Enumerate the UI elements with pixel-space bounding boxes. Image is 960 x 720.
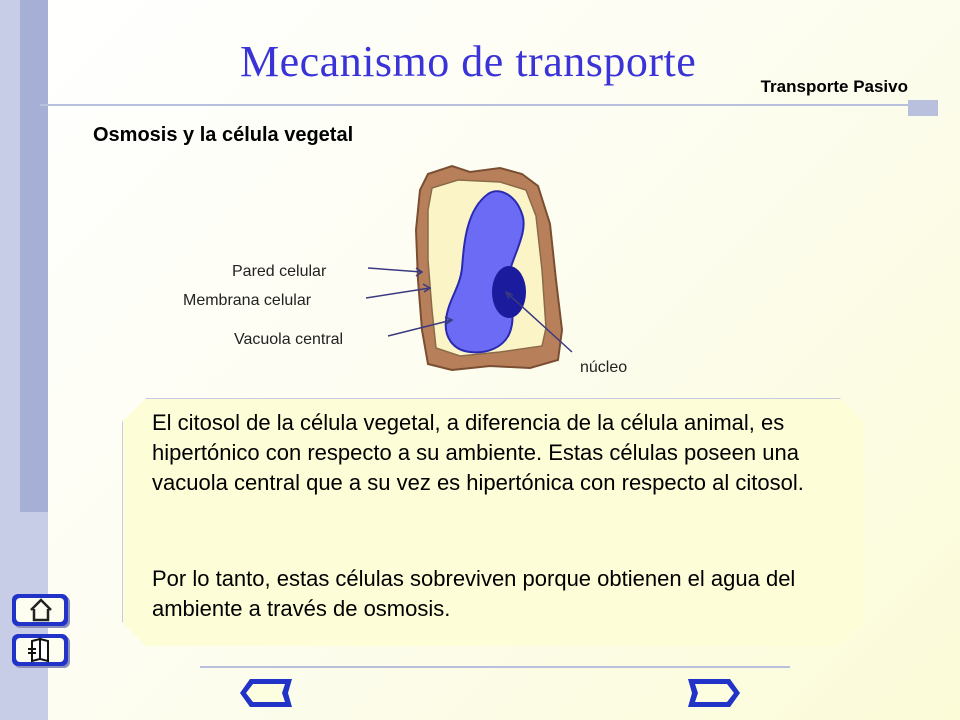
left-decoration-bar-front [20, 0, 48, 512]
home-icon [28, 597, 54, 623]
explanation-paragraph-2: Por lo tanto, estas células sobreviven porque obtienen el agua del ambiente a través de osmosis. [152, 566, 796, 621]
title-divider [40, 104, 908, 106]
footer-divider [200, 666, 790, 668]
home-button[interactable] [12, 594, 68, 626]
slide-title: Mecanismo de transporte [240, 37, 697, 86]
nucleus [492, 266, 526, 318]
label-central-vacuole: Vacuola central [234, 331, 344, 348]
label-cell-wall: Pared celular [232, 263, 327, 280]
label-cell-membrane: Membrana celular [183, 292, 312, 309]
label-nucleus: núcleo [580, 359, 628, 376]
next-button[interactable] [684, 676, 744, 710]
slide-topic: Transporte Pasivo [760, 77, 908, 96]
section-heading: Osmosis y la célula vegetal [93, 124, 354, 146]
explanation-paragraph-1: El citosol de la célula vegetal, a diferencia de la célula animal, es hipertónico con respecto a su ambiente. Estas células poseen una vacuola central que a su vez es hipertónica con respecto al citosol. [152, 410, 804, 495]
previous-button[interactable] [236, 676, 296, 710]
plant-cell-diagram [170, 160, 690, 390]
book-icon [26, 637, 54, 663]
title-divider-accent [908, 100, 938, 116]
glossary-button[interactable] [12, 634, 68, 666]
